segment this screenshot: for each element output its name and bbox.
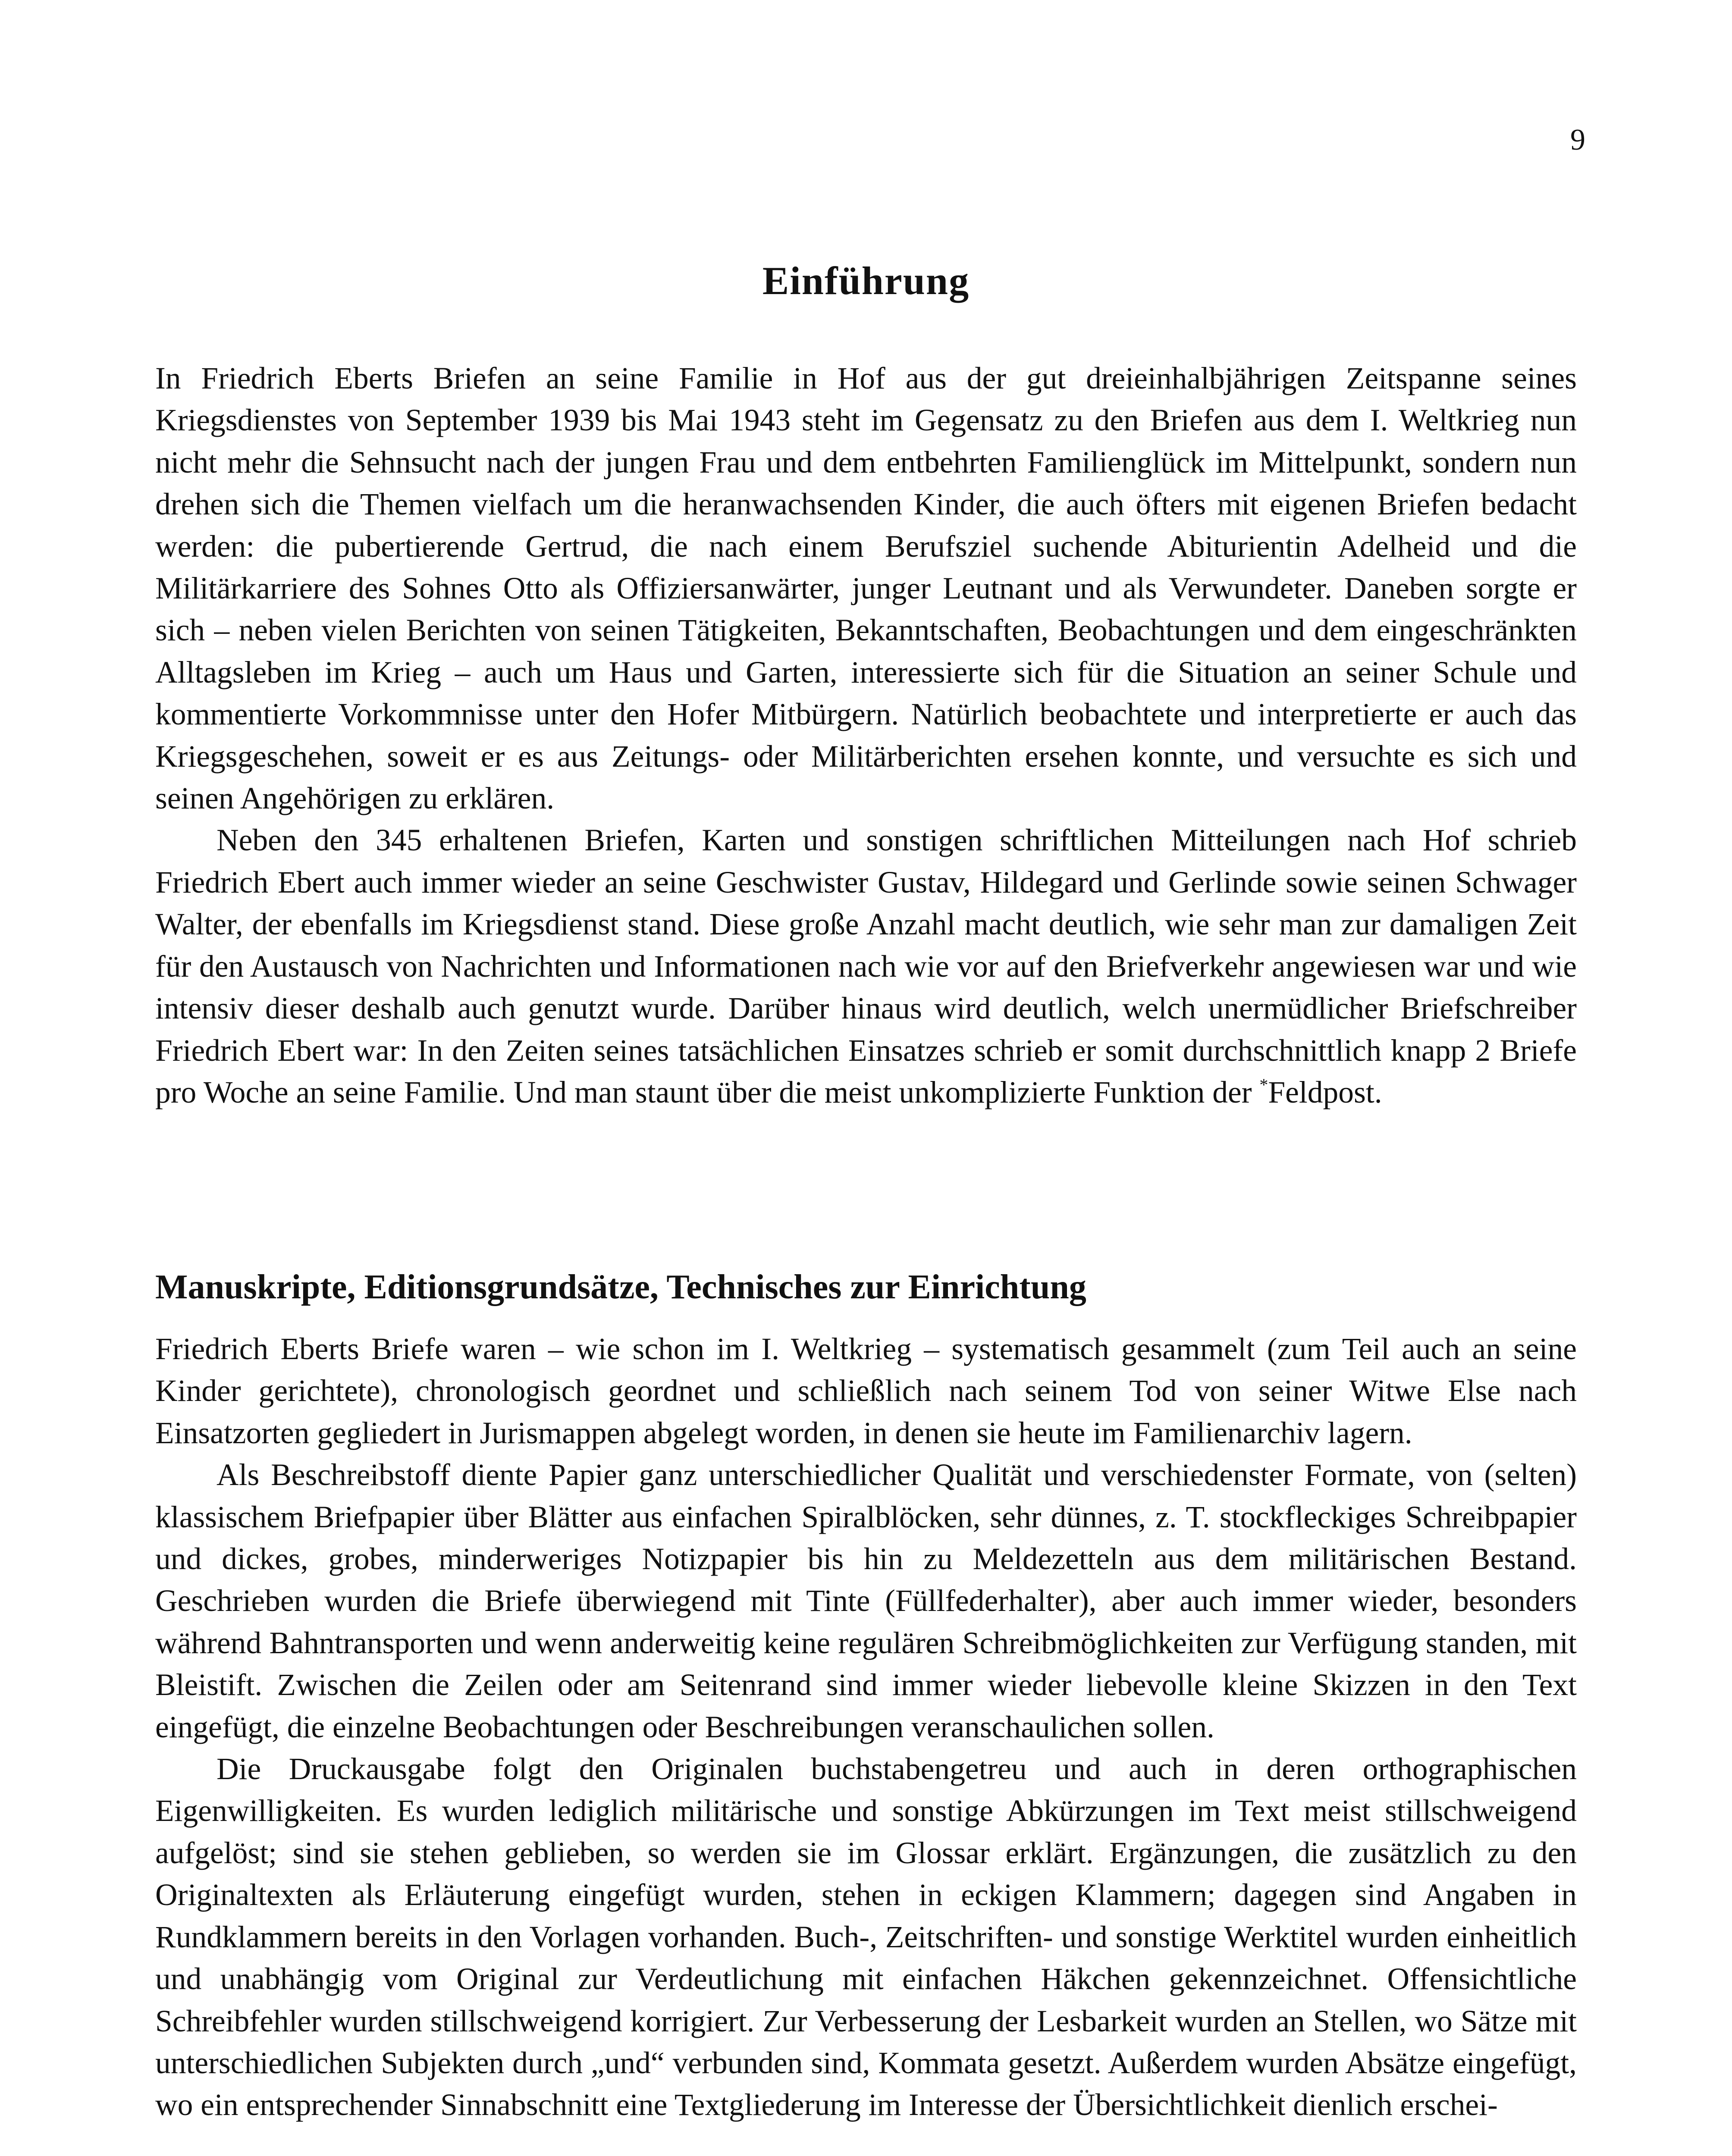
glossary-term-feldpost: Feldpost. [1268, 1075, 1382, 1109]
intro-text [155, 357, 1577, 1113]
chapter-title: Einführung [762, 259, 970, 303]
page-number: 9 [1570, 123, 1585, 157]
section-paragraph-2: Als Beschreibstoff diente Papier ganz unterschiedlicher Qualität und verschiedenster Formate, von (selten) klassischem Briefpapier über Blätter aus einfachen Spiralblöcken, sehr dünnes, z. T. stockfleckiges Schreibpapier und dickes, grobes, minderweriges Notizpapier bis hin zu Meldezetteln aus dem militärischen Bestand. Geschrieben wurden die Briefe überwiegend mit Tinte (Füllfederhalter), aber auch immer wieder, besonders während Bahntransporten und wenn anderweitig keine regulären Schreibmöglichkeiten zur Verfügung standen, mit Bleistift. Zwischen die Zeilen oder am Seitenrand sind immer wieder liebevolle kleine Skizzen in den Text eingefügt, die einzelne Beobachtungen oder Beschreibungen veranschaulichen sollen. [155, 1458, 1577, 1744]
intro-paragraph-2-text: Neben den 345 erhaltenen Briefen, Karten und sonstigen schriftlichen Mitteilungen nach Hof schrieb Friedrich Ebert auch immer wieder an seine Geschwister Gustav, Hildegard und Gerlinde sowie seinen Schwager Walter, der ebenfalls im Kriegsdienst stand. Diese große Anzahl macht deutlich, wie sehr man zur damaligen Zeit für den Austausch von Nachrichten und Informationen nach wie vor auf den Briefverkehr angewiesen war und wie intensiv dieser deshalb auch genutzt wurde. Darüber hinaus wird deutlich, welch unermüdlicher Briefschreiber Friedrich Ebert war: In den Zeiten seines tatsächlichen Einsatzes schrieb er somit durchschnittlich knapp 2 Briefe pro Woche an seine Familie. Und man staunt über die meist unkomplizierte Funktion der [155, 823, 1577, 1109]
section-heading: Manuskripte, Editionsgrundsätze, Technisches zur Einrichtung [155, 1268, 1086, 1306]
section-paragraph-3: Die Druckausgabe folgt den Originalen buchstabengetreu und auch in deren orthographischen Eigenwilligkeiten. Es wurden lediglich militärische und sonstige Abkürzungen im Text meist stillschweigend aufgelöst; sind sie stehen geblieben, so werden sie im Glossar erklärt. Ergänzungen, die zusätzlich zu den Originaltexten als Erläuterung eingefügt wurden, stehen in eckigen Klammern; dagegen sind Angaben in Rundklammern bereits in den Vorlagen vorhanden. Buch-, Zeitschriften- und sonstige Werktitel wurden einheitlich und unabhängig vom Original zur Verdeutlichung mit einfachen Häkchen gekennzeichnet. Offensichtliche Schreibfehler wurden stillschweigend korrigiert. Zur Verbesserung der Lesbarkeit wurden an Stellen, wo Sätze mit unterschiedlichen Subjekten durch „und“ verbunden sind, Kommata gesetzt. Außerdem wurden Absätze eingefügt, wo ein entsprechender Sinnabschnitt eine Textgliederung im Interesse der Übersichtlichkeit dienlich erschei- [155, 1752, 1577, 2122]
intro-paragraph-2 [155, 819, 1577, 1113]
glossary-marker: * [1259, 1075, 1268, 1094]
section-paragraph-1: Friedrich Eberts Briefe waren – wie schon im I. Weltkrieg – systematisch gesammelt (zum Teil auch an seine Kinder gerichtete), chronologisch geordnet und schließlich nach seinem Tod von seiner Witwe Else nach Einsatzorten gegliedert in Jurismappen abgelegt worden, in denen sie heute im Familienarchiv lagern. [155, 1332, 1577, 1450]
intro-paragraph-1: In Friedrich Eberts Briefen an seine Familie in Hof aus der gut dreieinhalbjährigen Zeitspanne seines Kriegsdienstes von September 1939 bis Mai 1943 steht im Gegensatz zu den Briefen aus dem I. Weltkrieg nun nicht mehr die Sehnsucht nach der jungen Frau und dem entbehrten Familienglück im Mittelpunkt, sondern nun drehen sich die Themen vielfach um die heranwachsenden Kinder, die auch öfters mit eigenen Briefen bedacht werden: die pubertierende Gertrud, die nach einem Berufsziel suchende Abiturientin Adelheid und die Militärkarriere des Sohnes Otto als Offiziersanwärter, junger Leutnant und als Verwundeter. Daneben sorgte er sich – neben vielen Berichten von seinen Tätigkeiten, Bekanntschaften, Beobachtungen und dem eingeschränkten Alltagsleben im Krieg – auch um Haus und Garten, interessierte sich für die Situation an seiner Schule und kommentierte Vorkommnisse unter den Hofer Mitbürgern. Natürlich beobachtete und interpretierte er auch das Kriegsgeschehen, soweit er es aus Zeitungs- oder Militärberichten ersehen konnte, und versuchte es sich und seinen Angehörigen zu erklären. [155, 361, 1577, 816]
section-text [155, 1328, 1577, 2126]
